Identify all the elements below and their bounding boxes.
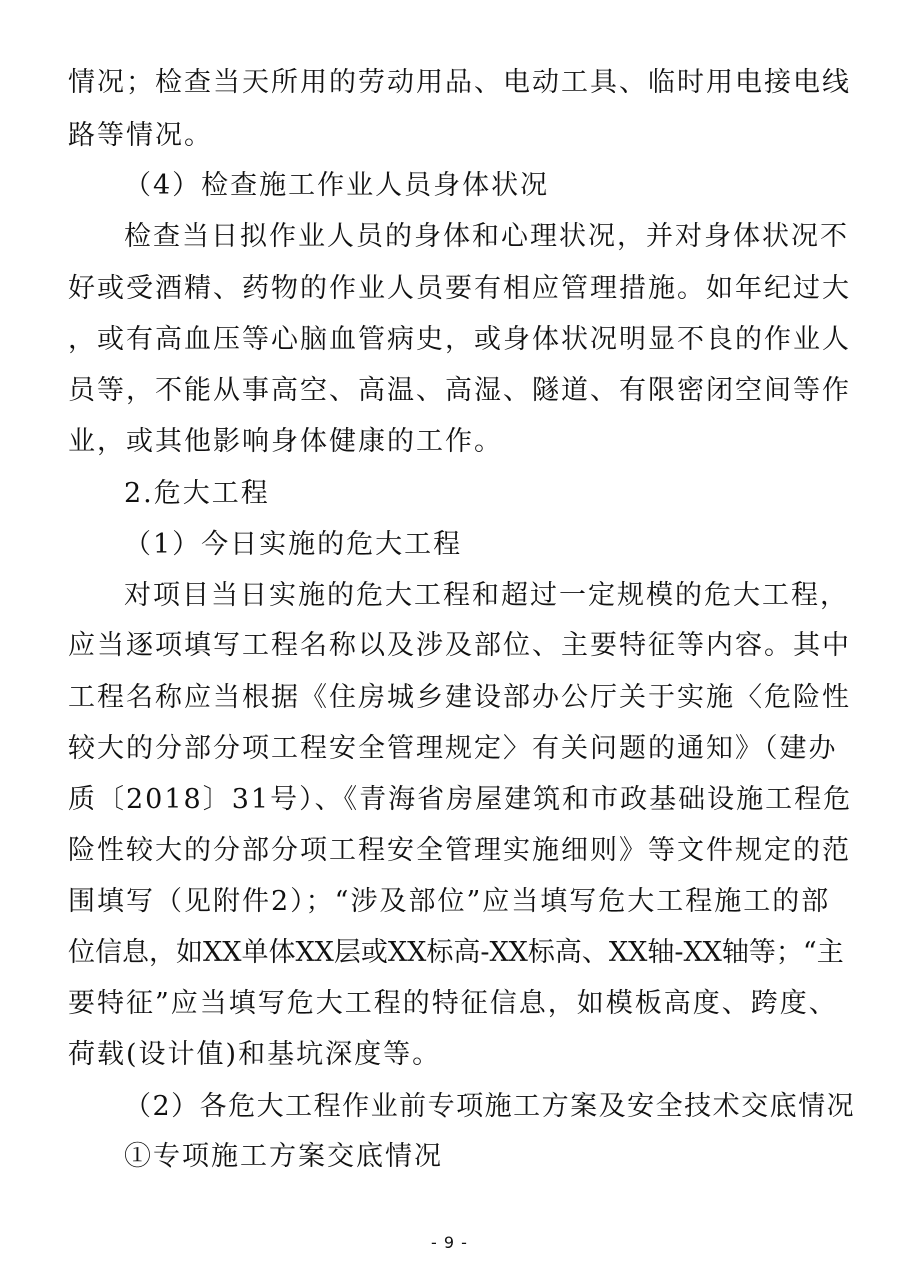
text-line-4: 检查当日拟作业人员的身体和心理状况，并对身体状况不 <box>124 221 849 252</box>
page-number: - 9 - <box>431 1233 468 1252</box>
text-line-2: 路等情况。 <box>68 120 213 151</box>
text-line-13: 工程名称应当根据《住房城乡建设部办公厅关于实施〈危险性 <box>68 682 851 713</box>
text-line-17: 围填写（见附件2）；“涉及部位”应当填写危大工程施工的部 <box>68 886 831 917</box>
text-line-18: 位信息，如XX单体XX层或XX标高-XX标高、XX轴-XX轴等；“主 <box>68 937 844 968</box>
text-line-19: 要特征”应当填写危大工程的特征信息，如模板高度、跨度、 <box>68 988 838 1019</box>
text-line-8: 业，或其他影响身体健康的工作。 <box>68 426 503 457</box>
text-line-12: 应当逐项填写工程名称以及涉及部位、主要特征等内容。其中 <box>68 630 851 661</box>
text-line-7: 员等，不能从事高空、高温、高湿、隧道、有限密闭空间等作 <box>68 375 851 406</box>
section-heading-4: （4）检查施工作业人员身体状况 <box>124 170 550 201</box>
subsection-heading-1: （1）今日实施的危大工程 <box>124 529 463 560</box>
text-line-14: 较大的分部分项工程安全管理规定〉有关问题的通知》（建办 <box>68 733 838 764</box>
text-line-15: 质〔2018〕31号）、《青海省房屋建筑和市政基础设施工程危 <box>68 784 853 815</box>
text-line-1: 情况；检查当天所用的劳动用品、电动工具、临时用电接电线 <box>68 67 851 98</box>
text-line-5: 好或受酒精、药物的作业人员要有相应管理措施。如年纪过大 <box>68 273 851 304</box>
text-line-11: 对项目当日实施的危大工程和超过一定规模的危大工程， <box>124 580 849 611</box>
subsection-heading-2: （2）各危大工程作业前专项施工方案及安全技术交底情况 <box>124 1091 856 1122</box>
text-line-6: ，或有高血压等心脑血管病史，或身体状况明显不良的作业人 <box>68 324 851 355</box>
text-line-20: 荷载(设计值)和基坑深度等。 <box>68 1039 442 1070</box>
item-heading-1: ①专项施工方案交底情况 <box>124 1141 443 1172</box>
section-heading-2: 2.危大工程 <box>124 478 270 509</box>
text-line-16: 险性较大的分部分项工程安全管理实施细则》等文件规定的范 <box>68 835 851 866</box>
